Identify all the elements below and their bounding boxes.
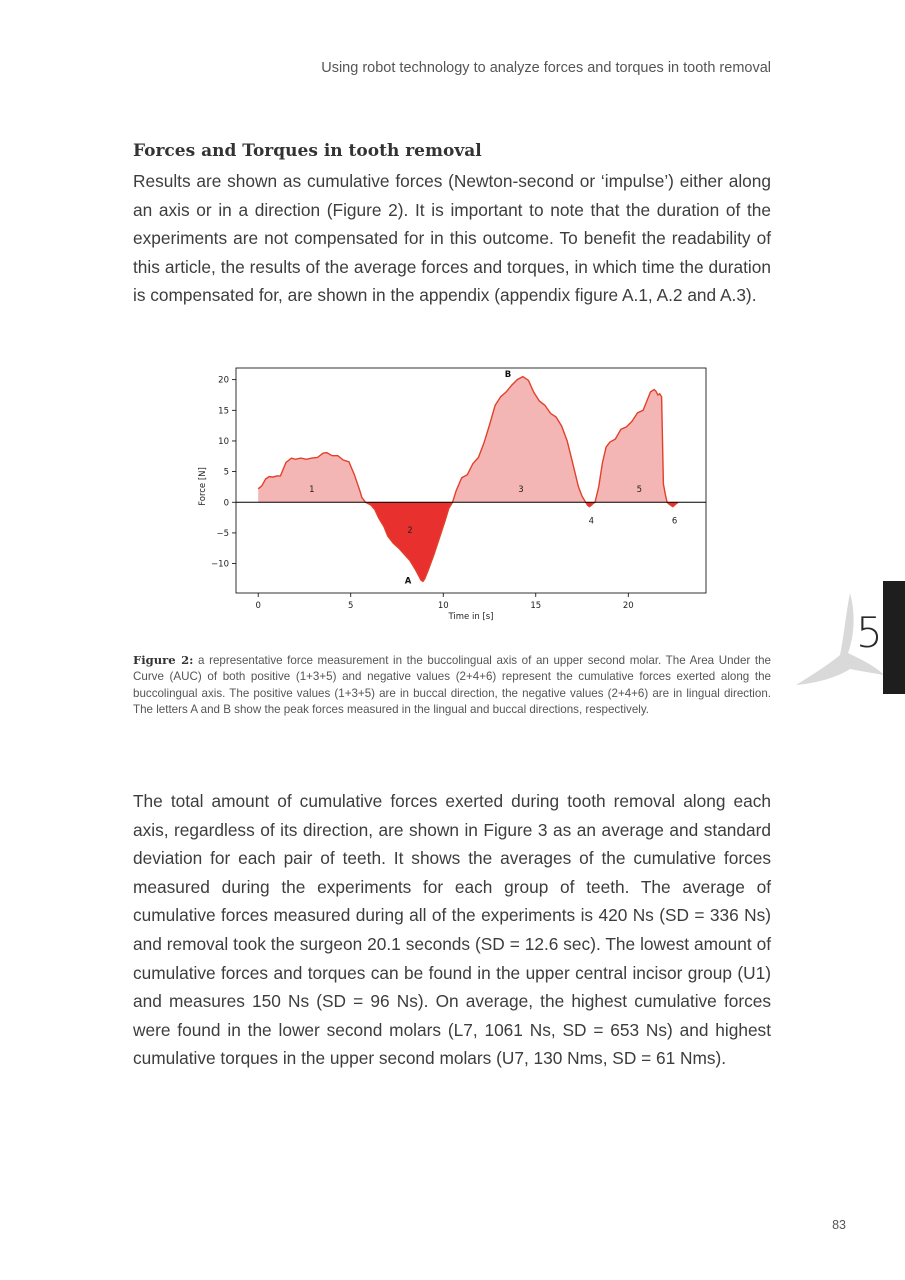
y-tick-label: 15	[218, 406, 229, 417]
area-label-6: 6	[671, 516, 678, 527]
force-chart	[188, 358, 718, 628]
chapter-side-tab	[883, 581, 905, 694]
area-label-2: 2	[407, 525, 413, 536]
area-label-4: 4	[588, 516, 594, 527]
figure-caption	[133, 652, 771, 718]
y-tick-label: 0	[223, 498, 229, 509]
results-paragraph: The total amount of cumulative forces exerted during tooth removal along each axis, regardless of its direction, are shown in Figure 3 as an average and standard deviation for each pair of teeth. It shows the averages of the cumulative forces measured during the experiments for each group of teeth. The average of cumulative forces measured during all of the experiments is 420 Ns (SD = 336 Ns) and removal took the surgeon 20.1 seconds (SD = 12.6 sec). The lowest amount of cumulative forces and torques can be found in the upper central incisor group (U1) and measures 150 Ns (SD = 96 Ns). On average, the highest cumulative forces were found in the lower second molars (L7, 1061 Ns, SD = 653 Ns) and highest cumulative torques in the upper second molars (U7, 130 Nms, SD = 61 Nms).	[133, 791, 771, 1069]
caption-label: Figure 2:	[133, 653, 194, 667]
chapter-number: 5	[856, 608, 883, 657]
area-label-5: 5	[636, 484, 643, 495]
page-number: 83	[832, 1218, 846, 1232]
positive-area-4	[595, 390, 667, 503]
y-tick-label: 5	[223, 467, 229, 478]
intro-paragraph: Results are shown as cumulative forces (Newton-second or ‘impulse’) either along an axis or in a direction (Figure 2). It is important to note that the duration of the experiments are not compensated for in this outcome. To benefit the readability of this article, the results of the average forces and torques, in which time the duration is compensated for, are shown in the appendix (appendix figure A.1, A.2 and A.3).	[133, 171, 771, 306]
section-title: Forces and Torques in tooth removal	[133, 141, 482, 161]
negative-area-1	[366, 502, 453, 581]
caption-text: a representative force measurement in the buccolingual axis of an upper second molar. The Area Under the Curve (AUC) of both positive (1+3+5) and negative values (2+4+6) represent the cumulative forces exerted along the buccolingual axis. The positive values (1+3+5) are in buccal direction, the negative values (2+4+6) are in lingual direction. The letters A and B show the peak forces measured in the lingual and buccal directions, respectively.	[133, 654, 772, 716]
peak-label-B: B	[504, 370, 512, 381]
y-tick-label: −5	[216, 528, 229, 539]
x-axis-label: Time in [s]	[448, 612, 494, 622]
x-tick-label: 0	[255, 601, 261, 611]
peak-label-A: A	[404, 576, 412, 587]
x-tick-label: 5	[348, 601, 354, 611]
x-tick-label: 10	[437, 601, 449, 611]
x-tick-label: 15	[530, 601, 542, 611]
y-tick-label: 10	[218, 436, 229, 447]
area-label-1: 1	[309, 484, 315, 495]
positive-area-2	[453, 377, 586, 503]
y-tick-label: −10	[211, 559, 229, 570]
y-axis-label: Force [N]	[198, 467, 208, 506]
force-chart-svg	[188, 358, 718, 628]
area-label-3: 3	[518, 484, 524, 495]
positive-area-0	[258, 453, 365, 503]
x-tick-label: 20	[622, 601, 634, 611]
running-head: Using robot technology to analyze forces and torques in tooth removal	[321, 60, 771, 76]
y-tick-label: 20	[218, 375, 229, 386]
